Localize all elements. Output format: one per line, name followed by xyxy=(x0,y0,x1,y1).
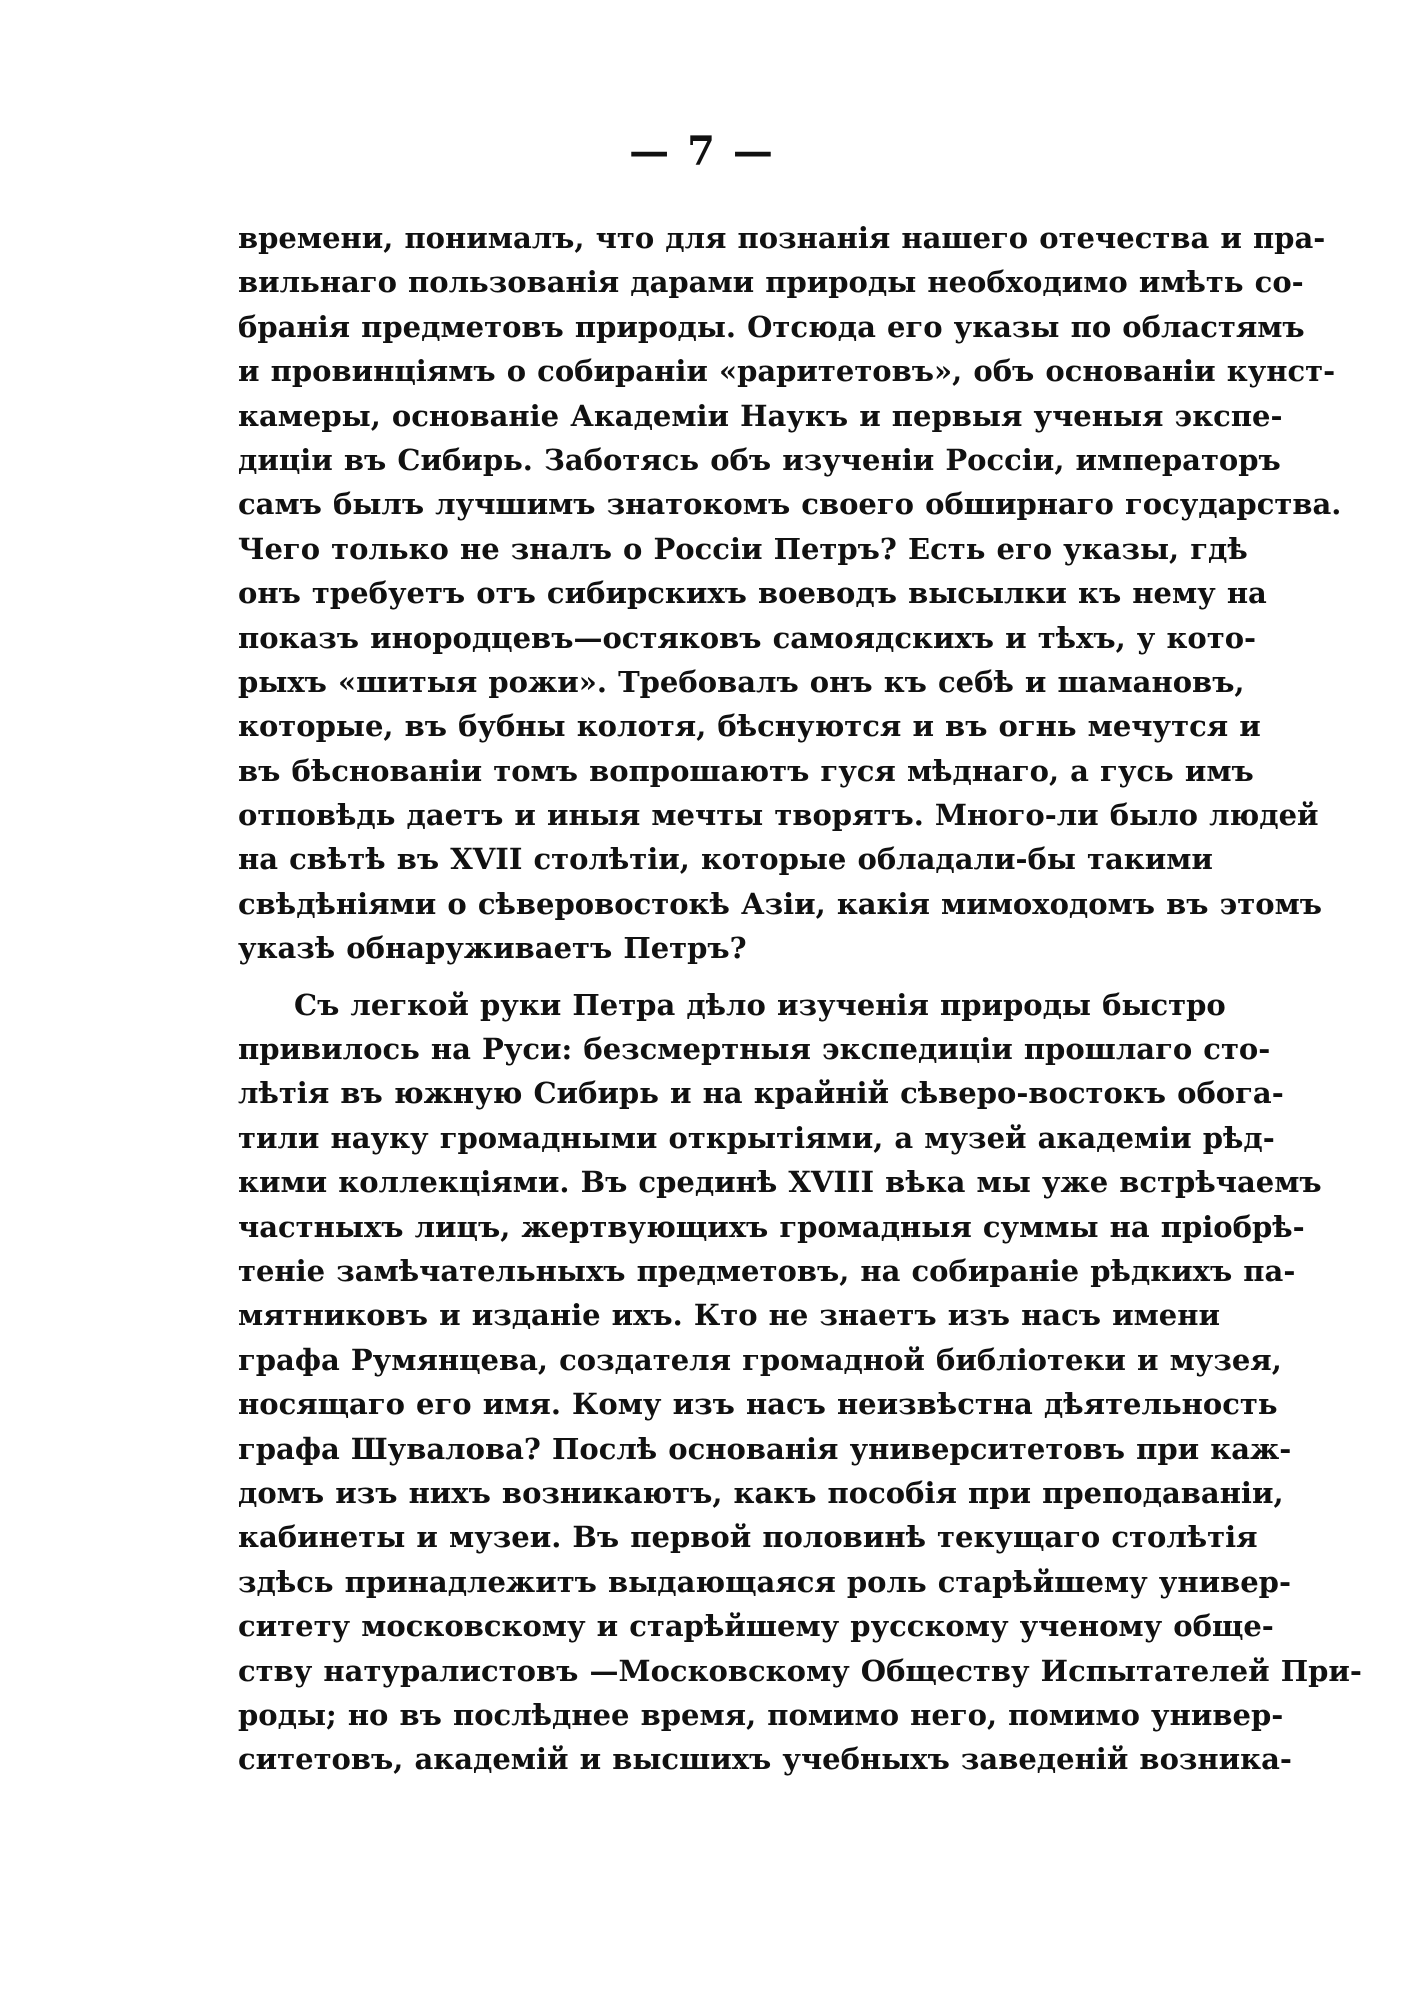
text-line: ству натуралистовъ —Московскому Обществу Испытателей При- xyxy=(238,1653,1362,1688)
text-line: времени, понималъ, что для познанія нашего отечества и пра- xyxy=(238,221,1326,255)
text-line: камеры, основаніе Академіи Наукъ и первыя ученыя экспе- xyxy=(238,398,1283,433)
paragraph-1 xyxy=(238,216,1342,971)
text-line: мятниковъ и изданіе ихъ. Кто не знаетъ изъ насъ имени xyxy=(238,1298,1220,1333)
text-line: которые, въ бубны колотя, бѣснуются и въ огнь мечутся и xyxy=(238,709,1261,744)
text-line: роды; но въ послѣднее время, помимо него, помимо универ- xyxy=(238,1697,1284,1732)
text-line: графа Румянцева, создателя громадной библіотеки и музея, xyxy=(238,1342,1282,1377)
text-line: указѣ обнаруживаетъ Петръ? xyxy=(238,931,747,966)
paragraph-gap xyxy=(238,971,1166,983)
text-line: кабинеты и музеи. Въ первой половинѣ текущаго столѣтія xyxy=(238,1520,1258,1555)
text-line: рыхъ «шитыя рожи». Требовалъ онъ къ себѣ и шамановъ, xyxy=(238,664,1245,699)
text-line: здѣсь принадлежитъ выдающаяся роль старѣйшему универ- xyxy=(238,1564,1291,1599)
body-text xyxy=(238,216,1362,1782)
text-line: въ бѣснованіи томъ вопрошаютъ гуся мѣднаго, а гусь имъ xyxy=(238,753,1254,788)
text-line: онъ требуетъ отъ сибирскихъ воеводъ высылки къ нему на xyxy=(238,576,1267,611)
text-line: графа Шувалова? Послѣ основанія университетовъ при каж- xyxy=(238,1431,1292,1466)
text-line: на свѣтѣ въ XVII столѣтіи, которые обладали-бы такими xyxy=(238,842,1213,877)
text-line: кими коллекціями. Въ срединѣ XVIII вѣка мы уже встрѣчаемъ xyxy=(238,1165,1322,1200)
text-line: теніе замѣчательныхъ предметовъ, на собираніе рѣдкихъ па- xyxy=(238,1253,1296,1288)
text-line: Съ легкой руки Петра дѣло изученія природы быстро xyxy=(294,987,1226,1022)
text-line: и провинціямъ о собираніи «раритетовъ», объ основаніи кунст- xyxy=(238,354,1336,389)
text-line: тили науку громадными открытіями, а музей академіи рѣд- xyxy=(238,1120,1275,1155)
text-line: бранія предметовъ природы. Отсюда его указы по областямъ xyxy=(238,309,1305,344)
text-line: отповѣдь даетъ и иныя мечты творятъ. Много-ли было людей xyxy=(238,798,1319,833)
page-number: — 7 — xyxy=(629,128,775,175)
text-line: носящаго его имя. Кому изъ насъ неизвѣстна дѣятельность xyxy=(238,1387,1278,1422)
text-line: диціи въ Сибирь. Заботясь объ изученіи Россіи, императоръ xyxy=(238,442,1281,477)
text-line: Чего только не зналъ о Россіи Петръ? Есть его указы, гдѣ xyxy=(238,531,1248,566)
paragraph-2 xyxy=(238,983,1362,1782)
text-line: лѣтія въ южную Сибирь и на крайній сѣверо-востокъ обога- xyxy=(238,1076,1284,1111)
text-line: привилось на Руси: безсмертныя экспедиціи прошлаго сто- xyxy=(238,1032,1271,1067)
text-line: самъ былъ лучшимъ знатокомъ своего обширнаго государства. xyxy=(238,487,1342,522)
text-line: ситетовъ, академій и высшихъ учебныхъ заведеній возника- xyxy=(238,1742,1292,1777)
text-line: частныхъ лицъ, жертвующихъ громадныя суммы на пріобрѣ- xyxy=(238,1209,1305,1244)
text-line: домъ изъ нихъ возникаютъ, какъ пособія при преподаваніи, xyxy=(238,1475,1284,1510)
text-line: показъ инородцевъ—остяковъ самоядскихъ и тѣхъ, у кото- xyxy=(238,620,1257,655)
text-line: свѣдѣніями о сѣверовостокѣ Азіи, какія мимоходомъ въ этомъ xyxy=(238,886,1323,921)
text-line: ситету московскому и старѣйшему русскому ученому обще- xyxy=(238,1609,1274,1644)
text-line: вильнаго пользованія дарами природы необходимо имѣть со- xyxy=(238,265,1304,300)
